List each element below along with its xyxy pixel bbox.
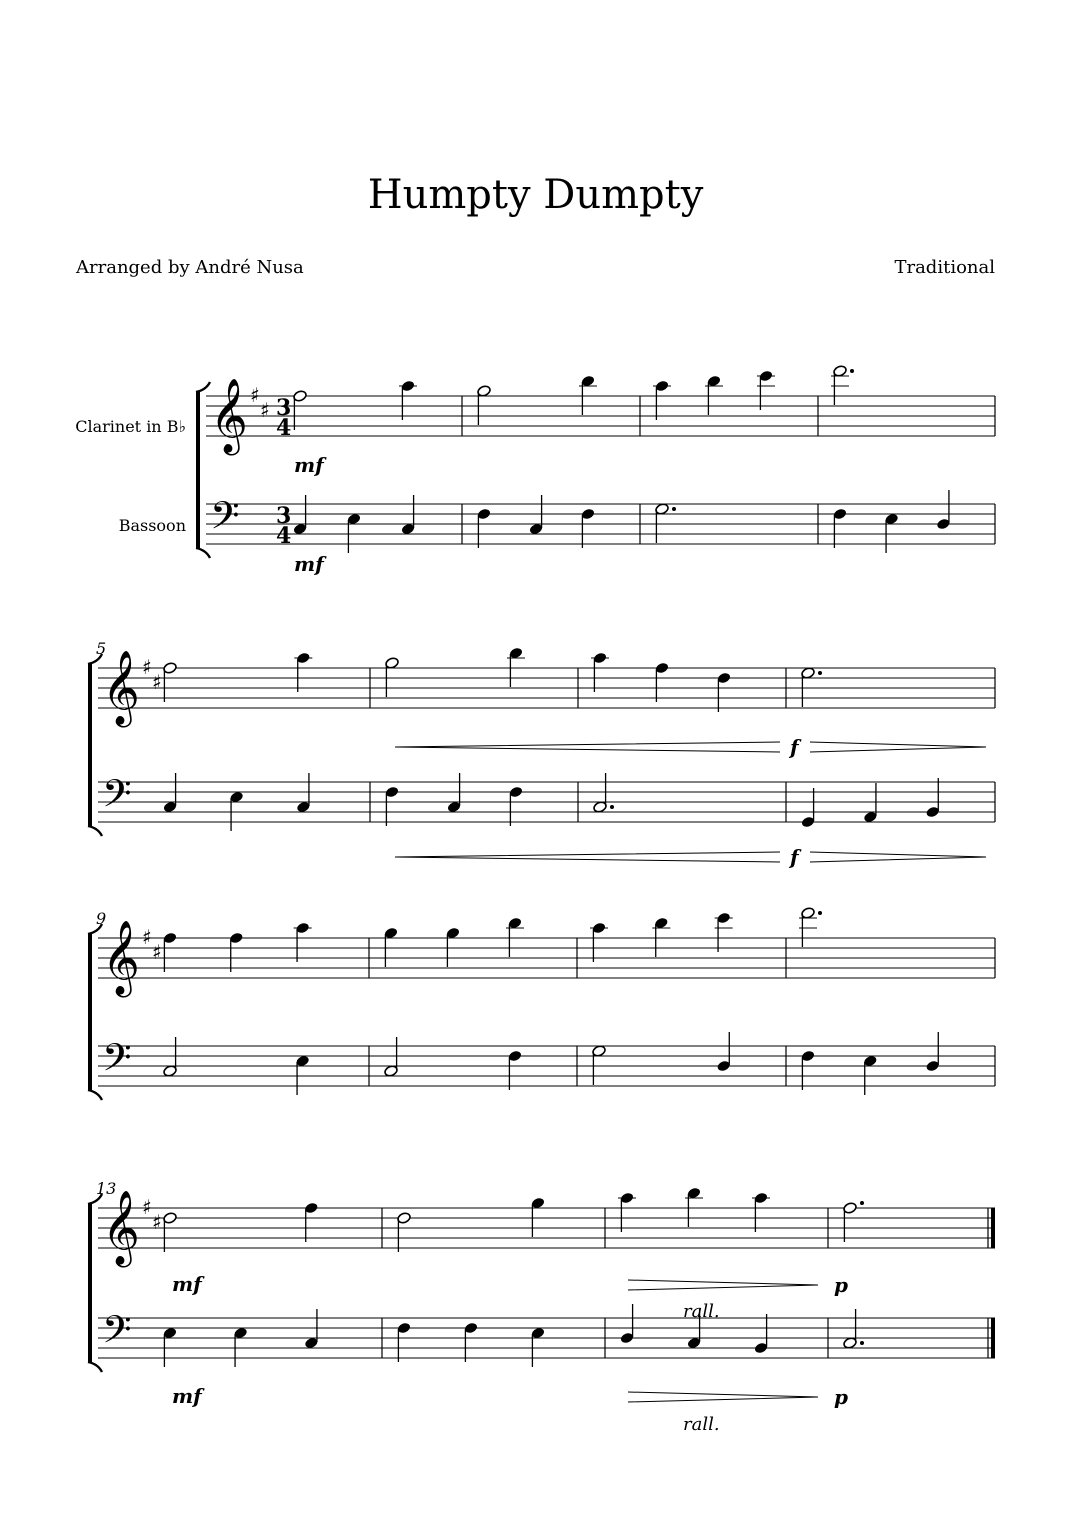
bassoon-note [801,788,816,828]
bracket-bottom-hook [196,548,210,558]
bassoon-note [863,783,878,823]
clarinet-note [477,385,492,425]
bass-clef-icon: 𝄢 [102,1035,132,1089]
clarinet-note [229,932,244,972]
bassoon-note [163,1327,178,1367]
arranger-credit: Arranged by André Nusa [76,257,304,278]
bassoon-note [509,786,524,826]
augmentation-dot [610,805,614,809]
clarinet-note [752,1192,770,1232]
clarinet-note [843,1201,864,1242]
time-signature-bottom: 4 [276,523,292,549]
time-signature-bottom: 4 [276,415,292,441]
bassoon-note [384,1037,399,1077]
measure-number: 13 [96,1179,117,1198]
clarinet-note [507,647,525,687]
final-barline-thick [991,1318,995,1358]
clarinet-note [652,917,670,957]
bracket-bottom-hook [88,1090,102,1100]
clarinet-note [685,1187,703,1227]
bassoon-note [925,778,940,818]
bassoon-note [531,1327,546,1367]
crescendo-hairpin-bassoon [395,852,780,862]
clarinet-note [397,1212,412,1252]
bassoon-note [936,490,951,530]
bassoon-note [229,791,244,831]
bass-clef-icon: 𝄢 [210,493,240,547]
bassoon-note [593,773,614,813]
bassoon-note [293,495,308,535]
dynamic-mf-bassoon: mf [294,552,324,576]
treble-clef-icon: 𝄞 [210,379,248,453]
clarinet-note [446,927,461,967]
bassoon-note [401,495,416,535]
bassoon-note [464,1322,479,1362]
dynamic-f-clarinet: f [790,735,799,759]
clarinet-note [384,927,399,967]
bassoon-note [385,786,400,826]
bassoon-note [925,1032,940,1072]
augmentation-dot [860,1201,864,1205]
system-bracket [88,934,92,1090]
clarinet-note [579,375,597,415]
bassoon-note [833,508,848,548]
bassoon-note [843,1309,864,1349]
composer-credit: Traditional [894,257,995,278]
dynamic-p-bassoon: p [834,1385,848,1409]
diminuendo-hairpin-clarinet [628,1280,818,1290]
bassoon-note [592,1045,607,1085]
system-bracket [196,392,200,548]
treble-clef-icon: 𝄞 [102,921,140,995]
clarinet-note [163,932,178,972]
clarinet-note [717,672,732,712]
bassoon-note [397,1322,412,1362]
system-bracket [88,1204,92,1362]
clarinet-note [655,662,670,702]
clarinet-note [801,667,822,707]
bassoon-note [655,503,676,543]
bracket-top-hook [196,382,210,392]
augmentation-dot [818,671,822,675]
clarinet-note [163,1212,178,1252]
bracket-bottom-hook [88,826,102,836]
key-signature-sharp-icon: ♯ [142,925,152,949]
rall-clarinet: rall. [683,1301,720,1322]
bass-clef-icon: 𝄢 [102,1307,132,1361]
clarinet-note [531,1197,546,1237]
bassoon-note [296,773,311,813]
key-signature-sharp-icon: ♯ [142,655,152,679]
bassoon-note [477,508,492,548]
bassoon-note [716,1032,731,1072]
bassoon-note [163,773,178,813]
augmentation-dot [818,911,822,915]
diminuendo-hairpin-bassoon [810,852,986,862]
instrument-label-bassoon: Bassoon [118,516,186,535]
rall-bassoon: rall. [683,1414,720,1435]
bassoon-note [581,508,596,548]
clarinet-note [831,365,854,405]
dynamic-mf-clarinet: mf [172,1272,202,1296]
key-signature-sharp-icon: ♯ [152,1210,162,1234]
bassoon-note [447,773,462,813]
dynamic-f-bassoon: f [790,845,799,869]
treble-clef-icon: 𝄞 [102,651,140,725]
system-bracket [88,664,92,826]
bassoon-note [233,1327,248,1367]
treble-clef-icon: 𝄞 [102,1191,140,1265]
clarinet-note [399,380,417,420]
dynamic-mf-clarinet: mf [294,453,324,477]
bassoon-note [508,1050,523,1090]
bassoon-note [863,1055,878,1095]
clarinet-note [653,380,671,420]
bassoon-note [163,1037,178,1077]
bassoon-note [620,1304,635,1344]
dynamic-p-clarinet: p [834,1273,848,1297]
clarinet-note [506,917,524,957]
bassoon-note [347,513,362,553]
measure-number: 5 [96,639,107,658]
clarinet-note [715,912,733,952]
clarinet-note [294,922,312,962]
clarinet-note [590,922,608,962]
augmentation-dot [850,369,854,373]
final-barline-thick [991,1208,995,1248]
clarinet-note [757,370,775,410]
clarinet-note [618,1192,636,1232]
augmentation-dot [860,1341,864,1345]
bracket-bottom-hook [88,1362,102,1372]
dynamic-mf-bassoon: mf [172,1384,202,1408]
key-signature-sharp-icon: ♯ [152,670,162,694]
instrument-label-clarinet: Clarinet in B♭ [75,417,186,436]
clarinet-note [799,907,822,947]
time-signature-top: 3 [276,503,292,529]
crescendo-hairpin-clarinet [395,742,780,752]
clarinet-note [293,390,308,430]
bassoon-note [801,1050,816,1090]
diminuendo-hairpin-clarinet [810,742,986,752]
clarinet-note [591,652,609,692]
clarinet-note [385,657,400,697]
clarinet-note [163,662,178,702]
diminuendo-hairpin-bassoon [628,1392,818,1402]
clarinet-note [304,1202,319,1242]
key-signature-sharp-icon: ♯ [250,383,260,407]
key-signature-sharp-icon: ♯ [142,1195,152,1219]
piece-title: Humpty Dumpty [367,172,704,218]
bassoon-note [529,495,544,535]
augmentation-dot [672,507,676,511]
time-signature-top: 3 [276,395,292,421]
bass-clef-icon: 𝄢 [102,771,132,825]
measure-number: 9 [96,909,107,928]
key-signature-sharp-icon: ♯ [260,398,270,422]
key-signature-sharp-icon: ♯ [152,940,162,964]
clarinet-note [294,652,312,692]
bassoon-note [754,1314,769,1354]
clarinet-note [705,375,723,415]
bassoon-note [295,1055,310,1095]
bassoon-note [304,1309,319,1349]
bassoon-note [884,513,899,553]
